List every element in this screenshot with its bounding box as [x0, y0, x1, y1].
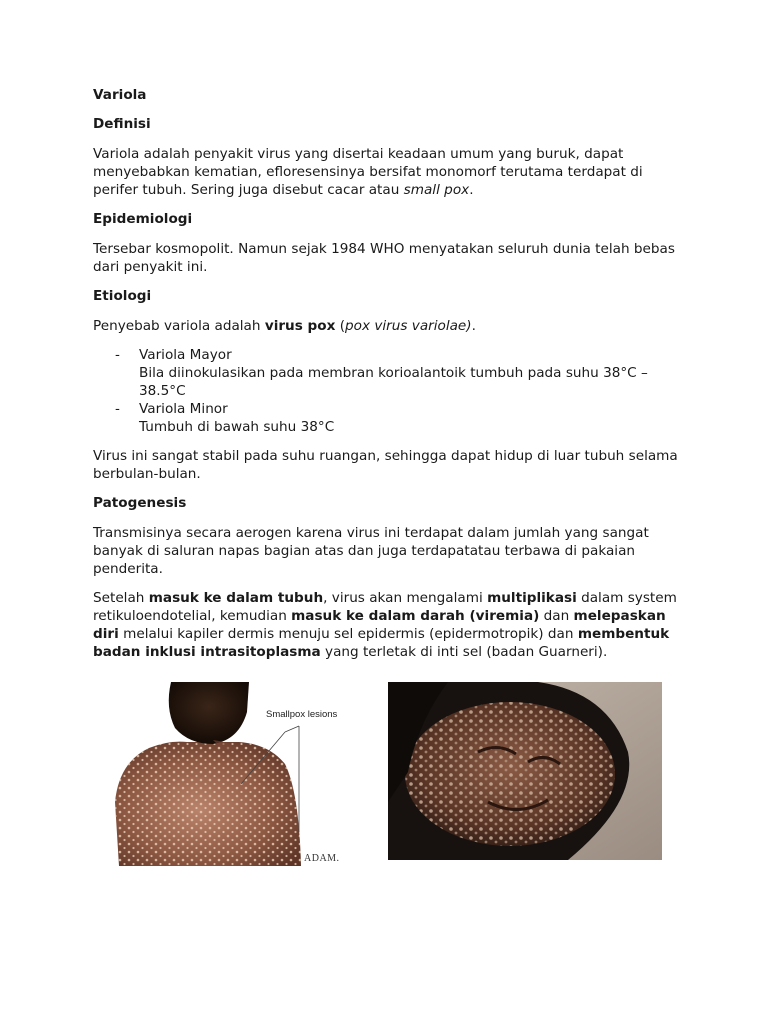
- epidemiologi-paragraph: Tersebar kosmopolit. Namun sejak 1984 WHO menyatakan seluruh dunia telah bebas dari penyakit ini.: [93, 241, 675, 275]
- patogenesis-paragraph-2: [93, 589, 683, 661]
- etiologi-intro-text: Penyebab variola adalah: [93, 318, 265, 334]
- heading-definisi: Definisi: [93, 116, 151, 132]
- patogenesis-bold: melepaskan diri: [93, 608, 666, 642]
- smallpox-face-photo: [388, 682, 662, 860]
- list-item: [93, 400, 683, 436]
- document-body: [93, 86, 683, 661]
- list-dash: -: [115, 401, 120, 417]
- patogenesis-text: Setelah: [93, 590, 149, 606]
- patogenesis-text: yang terletak di inti sel (badan Guarneri).: [320, 644, 608, 660]
- patogenesis-text: dalam system retikuloendotelial, kemudian: [93, 590, 677, 624]
- document-title: Variola: [93, 87, 147, 103]
- heading-etiologi: Etiologi: [93, 288, 152, 304]
- list-dash: -: [115, 347, 120, 363]
- heading-patogenesis: Patogenesis: [93, 495, 187, 511]
- list-item-label: Variola Mayor: [139, 347, 232, 363]
- patogenesis-text: dan: [539, 608, 574, 624]
- etiologi-intro-end: .: [471, 318, 476, 334]
- patogenesis-bold: masuk ke dalam darah (viremia): [291, 608, 540, 624]
- list-item: [93, 346, 683, 400]
- definisi-italic-term: small pox: [403, 182, 470, 198]
- patogenesis-text: melalui kapiler dermis menuju sel epidermis (epidermotropik) dan: [118, 626, 578, 642]
- patogenesis-bold: masuk ke dalam tubuh: [148, 590, 324, 606]
- etiologi-intro: [93, 317, 683, 335]
- definisi-paragraph: [93, 145, 683, 199]
- list-item-label: Variola Minor: [139, 401, 228, 417]
- patogenesis-text: , virus akan mengalami: [323, 590, 488, 606]
- etiologi-list: [93, 346, 683, 436]
- adam-credit: ADAM.: [304, 853, 340, 864]
- patogenesis-bold: membentuk badan inklusi intrasitoplasma: [93, 626, 670, 660]
- heading-epidemiologi: Epidemiologi: [93, 211, 193, 227]
- etiologi-after-paragraph: Virus ini sangat stabil pada suhu ruangan, sehingga dapat hidup di luar tubuh selama berbulan-bulan.: [93, 448, 678, 482]
- lesions-label: Smallpox lesions: [266, 709, 338, 720]
- patogenesis-paragraph-1: Transmisinya secara aerogen karena virus ini terdapat dalam jumlah yang sangat banyak di saluran napas bagian atas dan juga terdapatatau terbawa di pakaian penderita.: [93, 525, 649, 577]
- child-face-illustration: [388, 682, 662, 860]
- list-item-detail: Tumbuh di bawah suhu 38°C: [139, 419, 335, 435]
- patogenesis-bold: multiplikasi: [487, 590, 577, 606]
- etiologi-intro-bold: virus pox: [264, 318, 336, 334]
- etiologi-intro-paren: (: [335, 318, 346, 334]
- figure-row: [109, 682, 669, 872]
- definisi-end: .: [469, 182, 474, 198]
- etiologi-intro-italic: pox virus variolae): [345, 318, 472, 334]
- smallpox-lesions-photo: [109, 682, 359, 866]
- list-item-detail: Bila diinokulasikan pada membran korioalantoik tumbuh pada suhu 38°C – 38.5°C: [139, 365, 648, 399]
- definisi-text: Variola adalah penyakit virus yang disertai keadaan umum yang buruk, dapat menyebabkan kematian, efloresensinya bersifat monomorf terutama terdapat di perifer tubuh. Sering juga disebut cacar atau: [93, 146, 643, 198]
